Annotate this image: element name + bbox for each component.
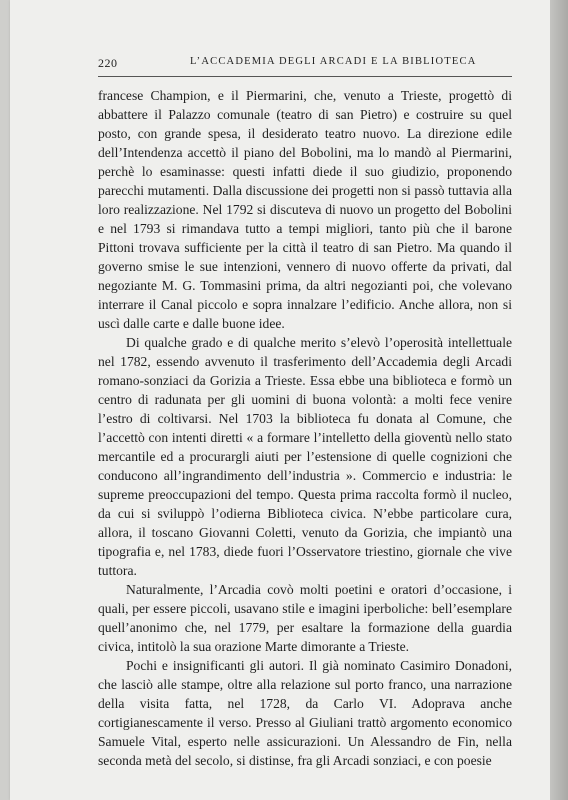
paragraph: Naturalmente, l’Arcadia covò molti poetini e oratori d’occasione, i quali, per essere piccoli, usavano stile e imagini iperboliche: bell’esemplare quell’anonimo che, nel 1779, per esaltare la formazione della guardia civica, intitolò la sua orazione Marte dimorante a Trieste. (98, 582, 512, 654)
page-header (98, 54, 518, 74)
header-rule (98, 76, 512, 77)
paragraph: francese Champion, e il Piermarini, che, venuto a Trieste, progettò di abbattere il Palazzo comunale (teatro di san Pietro) e costruire su quel posto, con grande spesa, il desiderato teatro nuovo. La direzione edile dell’Intendenza accettò il piano del Bobolini, ma lo mandò al Piermarini, perchè lo esaminasse: questi infatti diede il suo giudizio, proponendo parecchi mutamenti. Dalla discussione dei progetti non si passò tuttavia alla loro realizzazione. Nel 1792 si discuteva di nuovo un progetto del Bobolini e nel 1793 si rimandava tutto a tempi migliori, tanto più che il barone Pittoni trovava sufficiente per la città il teatro di san Pietro. Ma quando il governo smise le sue intenzioni, vennero di nuovo offerte da privati, dal negoziante M. G. Tommasini prima, da altri negozianti poi, che volevano interrare il Canal piccolo e sopra innalzare l’edificio. Anche allora, non si uscì dalle carte e dalle buone idee. (98, 88, 512, 331)
page-number: 220 (98, 56, 118, 70)
paragraph: Pochi e insignificanti gli autori. Il già nominato Casimiro Donadoni, che lasciò alle stampe, oltre alla relazione sul porto franco, una narrazione della visita fatta, nel 1728, da Carlo VI. Adoprava anche cortigianescamente il verso. Presso al Giuliani trattò argomento economico Samuele Vital, esperto nelle assicurazioni. Un Alessandro de Fin, nella seconda metà del secolo, si distinse, fra gli Arcadi sonziaci, e con poesie (98, 658, 512, 768)
body-text (98, 86, 512, 770)
paragraph: Di qualche grado e di qualche merito s’elevò l’operosità intellettuale nel 1782, essendo avvenuto il trasferimento dell’Accademia degli Arcadi romano-sonziaci da Gorizia a Trieste. Essa ebbe una biblioteca e formò un centro di radunata per gli uomini di buona volontà: a molti fece venire l’estro di coltivarsi. Nel 1703 la biblioteca fu donata al Comune, che l’accettò con intenti diretti « a formare l’intelletto della gioventù nello stato mercantile ed a procurargli aiuti per l’estensione di quelle cognizioni che conducono all’ingrandimento dell’industria ». Commercio e industria: le supreme preoccupazioni del tempo. Questa prima raccolta formò il nucleo, da cui si sviluppò l’odierna Biblioteca civica. N’ebbe particolare cura, allora, il toscano Giovanni Coletti, venuto da Gorizia, che impiantò una tipografia e, nel 1783, diede fuori l’Osservatore triestino, giornale che vive tuttora. (98, 335, 512, 578)
page-spine-shadow (550, 0, 568, 800)
book-page (10, 0, 550, 800)
running-title: L’ACCADEMIA DEGLI ARCADI E LA BIBLIOTECA (190, 56, 477, 67)
